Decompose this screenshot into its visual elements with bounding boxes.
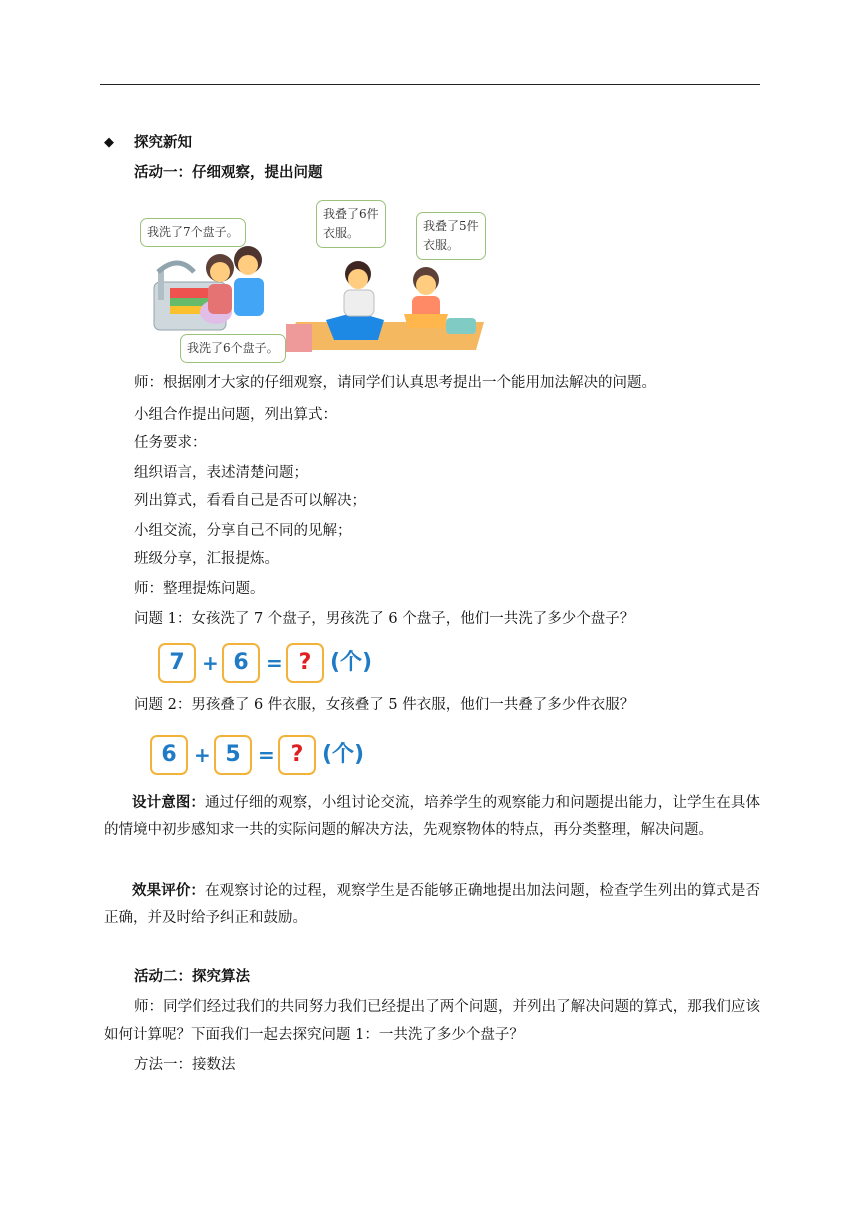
bubble-line-1: 我叠了5件	[423, 219, 479, 233]
teacher-summary: 师：整理提炼问题。	[134, 581, 265, 597]
activity2-title: 活动二：探究算法	[134, 968, 250, 985]
group-task: 小组合作提出问题，列出算式：	[134, 407, 337, 423]
design-intent-label: 设计意图：	[132, 794, 206, 811]
bubble-line-2: 衣服。	[323, 226, 360, 240]
addend-box: 6	[150, 735, 188, 775]
requirement-item: 组织语言，表述清楚问题；	[134, 465, 308, 481]
effect-eval-text: 在观察讨论的过程，观察学生是否能够正确地提出加法问题，检查学生列出的算式是否正确，并及时给予纠正和鼓励。	[104, 883, 761, 926]
requirement-item: 列出算式，看看自己是否可以解决；	[134, 493, 366, 509]
addend-box: 6	[222, 643, 260, 683]
speech-bubble-boy-plates: 我洗了6个盘子。	[180, 334, 286, 363]
speech-bubble-boy-clothes	[316, 200, 386, 248]
illustration-children-chores	[136, 190, 486, 362]
design-intent-paragraph	[104, 789, 760, 844]
design-intent-text: 通过仔细的观察，小组讨论交流，培养学生的观察能力和问题提出能力，让学生在具体的情境中初步感知求一共的实际问题的解决方法，先观察物体的特点，再分类整理，解决问题。	[104, 795, 761, 838]
requirement-item: 班级分享，汇报提炼。	[134, 551, 279, 567]
teacher-prompt: 师：根据刚才大家的仔细观察，请同学们认真思考提出一个能用加法解决的问题。	[134, 375, 656, 391]
equals-sign: =	[258, 743, 275, 767]
addend-box: 5	[214, 735, 252, 775]
requirement-item: 小组交流，分享自己不同的见解；	[134, 523, 352, 539]
speech-bubble-girl-plates: 我洗了7个盘子。	[140, 218, 246, 247]
effect-eval-paragraph	[104, 877, 760, 932]
diamond-bullet-icon: ◆	[104, 135, 114, 150]
header-rule	[100, 84, 760, 85]
method-1: 方法一：接数法	[134, 1057, 236, 1073]
unknown-box: ?	[286, 643, 324, 683]
section-title: 探究新知	[134, 134, 192, 151]
equals-sign: =	[266, 651, 283, 675]
bubble-line-1: 我叠了6件	[323, 207, 379, 221]
activity1-title: 活动一：仔细观察，提出问题	[134, 164, 323, 181]
effect-eval-label: 效果评价：	[132, 882, 206, 899]
requirements-title: 任务要求：	[134, 435, 207, 451]
plus-sign: +	[202, 651, 219, 675]
plus-sign: +	[194, 743, 211, 767]
unit-label: (个)	[322, 742, 365, 767]
question-2: 问题 2：男孩叠了 6 件衣服，女孩叠了 5 件衣服，他们一共叠了多少件衣服？	[134, 697, 635, 713]
bubble-line-2: 衣服。	[423, 238, 460, 252]
addend-box: 7	[158, 643, 196, 683]
unknown-box: ?	[278, 735, 316, 775]
activity2-teacher-text: 师：同学们经过我们的共同努力我们已经提出了两个问题，并列出了解决问题的算式，那我们应该如何计算呢？下面我们一起去探究问题 1：一共洗了多少个盘子？	[104, 999, 760, 1043]
speech-bubble-girl-clothes	[416, 212, 486, 260]
unit-label: (个)	[330, 650, 373, 675]
question-1: 问题 1：女孩洗了 7 个盘子，男孩洗了 6 个盘子，他们一共洗了多少个盘子？	[134, 611, 635, 627]
